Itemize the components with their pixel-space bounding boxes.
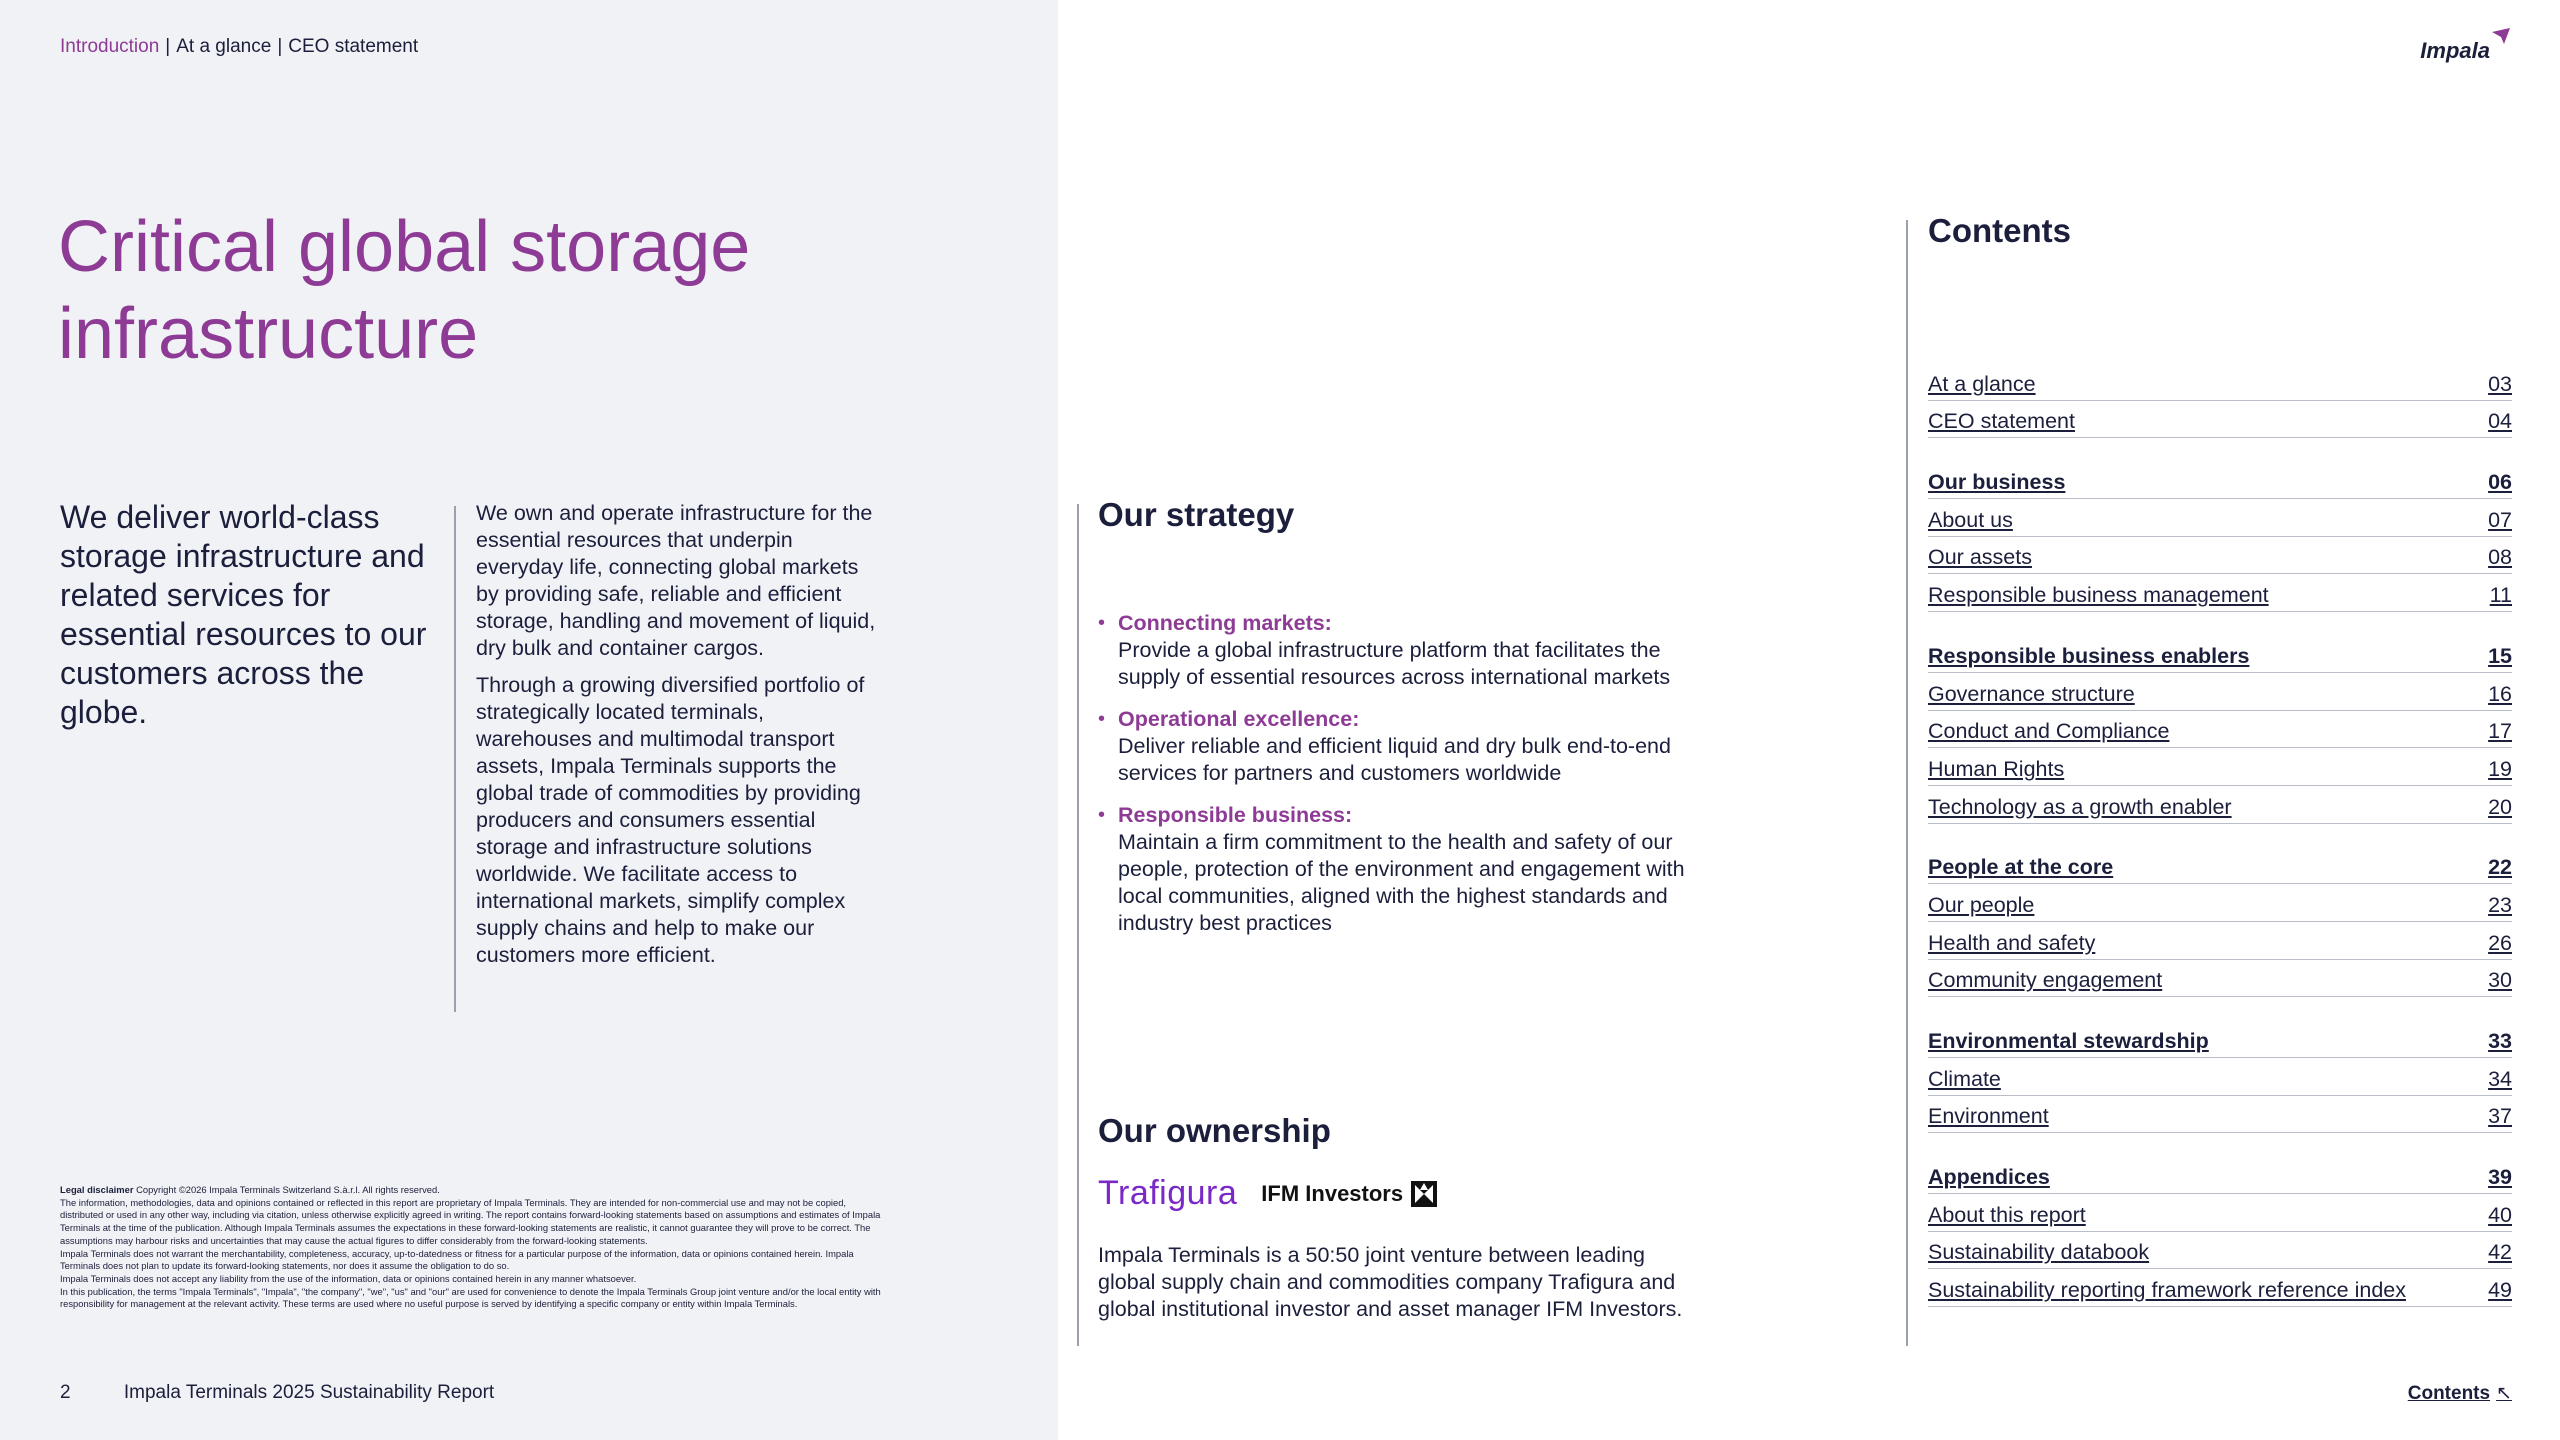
toc-page: 19 xyxy=(2488,756,2512,781)
toc-label: Our people xyxy=(1928,892,2035,917)
logo-text: Impala xyxy=(2420,38,2490,63)
strategy-item-body: Maintain a firm commitment to the health and safety of our people, protection of the environment and engagement with local communities, aligned with the highest standards and industry best practices xyxy=(1118,830,1685,935)
legal-text: Impala Terminals does not accept any liability from the use of the information, data or opinions contained herein in any manner whatsoever. xyxy=(60,1272,637,1284)
toc-label: Conduct and Compliance xyxy=(1928,719,2170,744)
toc-page: 11 xyxy=(2489,583,2512,608)
toc-page: 15 xyxy=(2488,643,2512,668)
toc-label: People at the core xyxy=(1928,855,2114,880)
toc-label: Our business xyxy=(1928,470,2066,495)
contents-divider xyxy=(1906,220,1908,1346)
bullet-icon: • xyxy=(1098,708,1106,730)
toc-label: Responsible business management xyxy=(1928,583,2269,608)
ownership-body: Impala Terminals is a 50:50 joint venture between leading global supply chain and commodities company Trafigura and global institutional investor and asset manager IFM Investors. xyxy=(1098,1243,1683,1321)
toc-row[interactable] xyxy=(1928,786,2512,824)
ifm-mark-icon xyxy=(1411,1181,1437,1207)
toc-row[interactable] xyxy=(1928,748,2512,786)
report-name: Impala Terminals 2025 Sustainability Report xyxy=(123,1382,495,1403)
toc-page: 23 xyxy=(2488,892,2512,917)
page-title xyxy=(58,204,958,378)
toc-page: 07 xyxy=(2488,507,2512,532)
toc-label: Technology as a growth enabler xyxy=(1928,794,2232,819)
toc-group xyxy=(1928,1156,2512,1307)
toc-label: Governance structure xyxy=(1928,681,2135,706)
bullet-icon: • xyxy=(1098,612,1106,634)
impala-logo xyxy=(2420,28,2512,68)
toc-row[interactable] xyxy=(1928,884,2512,922)
toc-row[interactable] xyxy=(1928,1058,2512,1096)
legal-text: In this publication, the terms "Impala Terminals", "Impala", "the company", "we", "us" and "our" are used for convenience to denote the Impala Terminals Group joint venture and/or the local entity with responsibility for management at the relevant activity. These terms are used where no useful purpose is served by identifying a specific company or entity within Impala Terminals. xyxy=(60,1285,881,1310)
contents-title: Contents xyxy=(1928,212,2071,249)
toc-row[interactable] xyxy=(1928,922,2512,960)
strategy-title: Our strategy xyxy=(1098,496,1295,533)
legal-disclaimer xyxy=(60,1184,890,1311)
toc-row[interactable] xyxy=(1928,537,2512,575)
ifm-logo-text: IFM Investors xyxy=(1261,1180,1404,1206)
toc-group xyxy=(1928,363,2512,438)
toc-page: 39 xyxy=(2488,1165,2512,1190)
strategy-item xyxy=(1098,802,1698,937)
toc-page: 30 xyxy=(2488,968,2512,993)
breadcrumb-ceo-statement[interactable]: CEO statement xyxy=(288,36,419,57)
toc-row[interactable] xyxy=(1928,1269,2512,1307)
strategy-list xyxy=(1098,610,1698,952)
contents-link-label: Contents xyxy=(2407,1383,2491,1404)
toc-row[interactable] xyxy=(1928,401,2512,439)
toc-group xyxy=(1928,461,2512,612)
legal-text: The information, methodologies, data and opinions contained or reflected in this report are proprietary of Impala Terminals. They are intended for non-commercial use and may not be copied, distributed or used in any other way, including via citation, unless otherwise explicitly agreed in writing. The report contains forward-looking statements based on assumptions and estimates of Impala Terminals at the time of the publication. Although Impala Terminals assumes the expectations in these forward-looking statements are realistic, it cannot guarantee they will prove to be correct. The assumptions may harbour risks and uncertainties that may cause the actual figures to differ considerably from the forward-looking statements. xyxy=(60,1196,881,1246)
toc-label: Sustainability databook xyxy=(1928,1240,2150,1265)
toc-label: Community engagement xyxy=(1928,968,2163,993)
toc-row[interactable] xyxy=(1928,1194,2512,1232)
toc-label: Health and safety xyxy=(1928,930,2096,955)
toc-row[interactable] xyxy=(1928,1232,2512,1270)
strategy-item xyxy=(1098,706,1698,787)
page-title-line2: infrastructure xyxy=(58,294,479,374)
toc-page: 17 xyxy=(2488,719,2512,744)
toc-label: About us xyxy=(1928,507,2013,532)
toc-row[interactable] xyxy=(1928,960,2512,998)
toc-page: 33 xyxy=(2488,1029,2512,1053)
toc-section-row[interactable] xyxy=(1928,461,2512,499)
strategy-divider xyxy=(1077,504,1079,1346)
page-title-line1: Critical global storage xyxy=(58,207,751,287)
intro-paragraph: Through a growing diversified portfolio of strategically located terminals, warehouses and multimodal transport assets, Impala Terminals supports the global trade of commodities by providing producers and consumers essential storage and infrastructure solutions worldwide. We facilitate access to international markets, simplify complex supply chains and help to make our customers more efficient. xyxy=(476,673,865,967)
toc-section-row[interactable] xyxy=(1928,635,2512,673)
toc-row[interactable] xyxy=(1928,1096,2512,1134)
ownership-title: Our ownership xyxy=(1098,1112,1331,1149)
legal-label: Legal disclaimer xyxy=(60,1184,134,1195)
intro-body xyxy=(476,500,876,969)
table-of-contents xyxy=(1928,363,2512,1330)
toc-label: At a glance xyxy=(1928,371,2036,396)
toc-row[interactable] xyxy=(1928,574,2512,612)
toc-label: Human Rights xyxy=(1928,756,2065,781)
toc-label: Environment xyxy=(1928,1104,2049,1129)
intro-divider xyxy=(454,506,456,1012)
toc-label: Our assets xyxy=(1928,545,2032,570)
legal-copyright: Copyright ©2026 Impala Terminals Switzerland S.à.r.l. All rights reserved. xyxy=(136,1184,440,1195)
toc-page: 04 xyxy=(2488,409,2512,434)
arrow-flag-icon xyxy=(2490,28,2512,48)
strategy-item-head: Connecting markets: xyxy=(1118,611,1332,635)
toc-label: Responsible business enablers xyxy=(1928,643,2250,668)
toc-page: 03 xyxy=(2488,371,2512,396)
strategy-item-head: Operational excellence: xyxy=(1118,707,1360,731)
toc-page: 34 xyxy=(2488,1066,2512,1091)
toc-page: 08 xyxy=(2488,545,2512,570)
toc-page: 40 xyxy=(2488,1202,2512,1227)
toc-page: 42 xyxy=(2488,1240,2512,1265)
strategy-item-body: Deliver reliable and efficient liquid and dry bulk end-to-end services for partners and customers worldwide xyxy=(1118,734,1671,785)
breadcrumb: Introduction | At a glance | CEO statement xyxy=(60,36,419,57)
intro-paragraph: We own and operate infrastructure for the essential resources that underpin everyday life, connecting global markets by providing safe, reliable and efficient storage, handling and movement of liquid, dry bulk and container cargos. xyxy=(476,501,876,660)
strategy-item-body: Provide a global infrastructure platform that facilitates the supply of essential resources across international markets xyxy=(1118,638,1671,689)
intro-lead: We deliver world-class storage infrastructure and related services for essential resources to our customers across the globe. xyxy=(60,499,427,730)
toc-label: Sustainability reporting framework reference index xyxy=(1928,1278,2407,1303)
toc-page: 16 xyxy=(2488,681,2512,706)
toc-group xyxy=(1928,847,2512,998)
toc-page: 22 xyxy=(2488,855,2512,880)
strategy-item-head: Responsible business: xyxy=(1118,803,1353,827)
toc-page: 06 xyxy=(2488,470,2512,495)
toc-section-row[interactable] xyxy=(1928,1156,2512,1194)
owner-logos xyxy=(1098,1174,1437,1213)
toc-label: Climate xyxy=(1928,1066,2001,1091)
bullet-icon: • xyxy=(1098,804,1106,826)
legal-text: Impala Terminals does not warrant the merchantability, completeness, accuracy, up-to-datedness or fitness for a particular purpose of the information, data or opinions contained herein. Impala Terminals does not plan to update its forward-looking statements, nor does it assume the obligation to do so. xyxy=(60,1247,854,1272)
toc-page: 26 xyxy=(2488,930,2512,955)
trafigura-logo: Trafigura xyxy=(1098,1174,1238,1212)
breadcrumb-at-a-glance[interactable]: At a glance xyxy=(176,36,272,57)
breadcrumb-introduction[interactable]: Introduction xyxy=(60,36,160,57)
toc-row[interactable] xyxy=(1928,499,2512,537)
toc-label: Appendices xyxy=(1928,1165,2050,1190)
toc-row[interactable] xyxy=(1928,673,2512,711)
toc-row[interactable] xyxy=(1928,711,2512,749)
toc-label: About this report xyxy=(1928,1202,2086,1227)
toc-page: 49 xyxy=(2488,1278,2512,1303)
footer-left xyxy=(60,1382,494,1404)
toc-page: 37 xyxy=(2488,1104,2512,1129)
toc-group xyxy=(1928,1020,2512,1133)
arrow-up-left-icon: ↖ xyxy=(2496,1383,2512,1404)
toc-label: Environmental stewardship xyxy=(1928,1029,2209,1053)
toc-section-row[interactable] xyxy=(1928,847,2512,885)
contents-link[interactable] xyxy=(2408,1382,2512,1405)
strategy-item xyxy=(1098,610,1698,691)
toc-label: CEO statement xyxy=(1928,409,2075,434)
toc-row[interactable] xyxy=(1928,363,2512,401)
toc-section-row[interactable] xyxy=(1928,1020,2512,1058)
page-number: 2 xyxy=(60,1382,71,1403)
toc-page: 20 xyxy=(2488,794,2512,819)
toc-group xyxy=(1928,635,2512,823)
ifm-logo xyxy=(1261,1181,1437,1207)
